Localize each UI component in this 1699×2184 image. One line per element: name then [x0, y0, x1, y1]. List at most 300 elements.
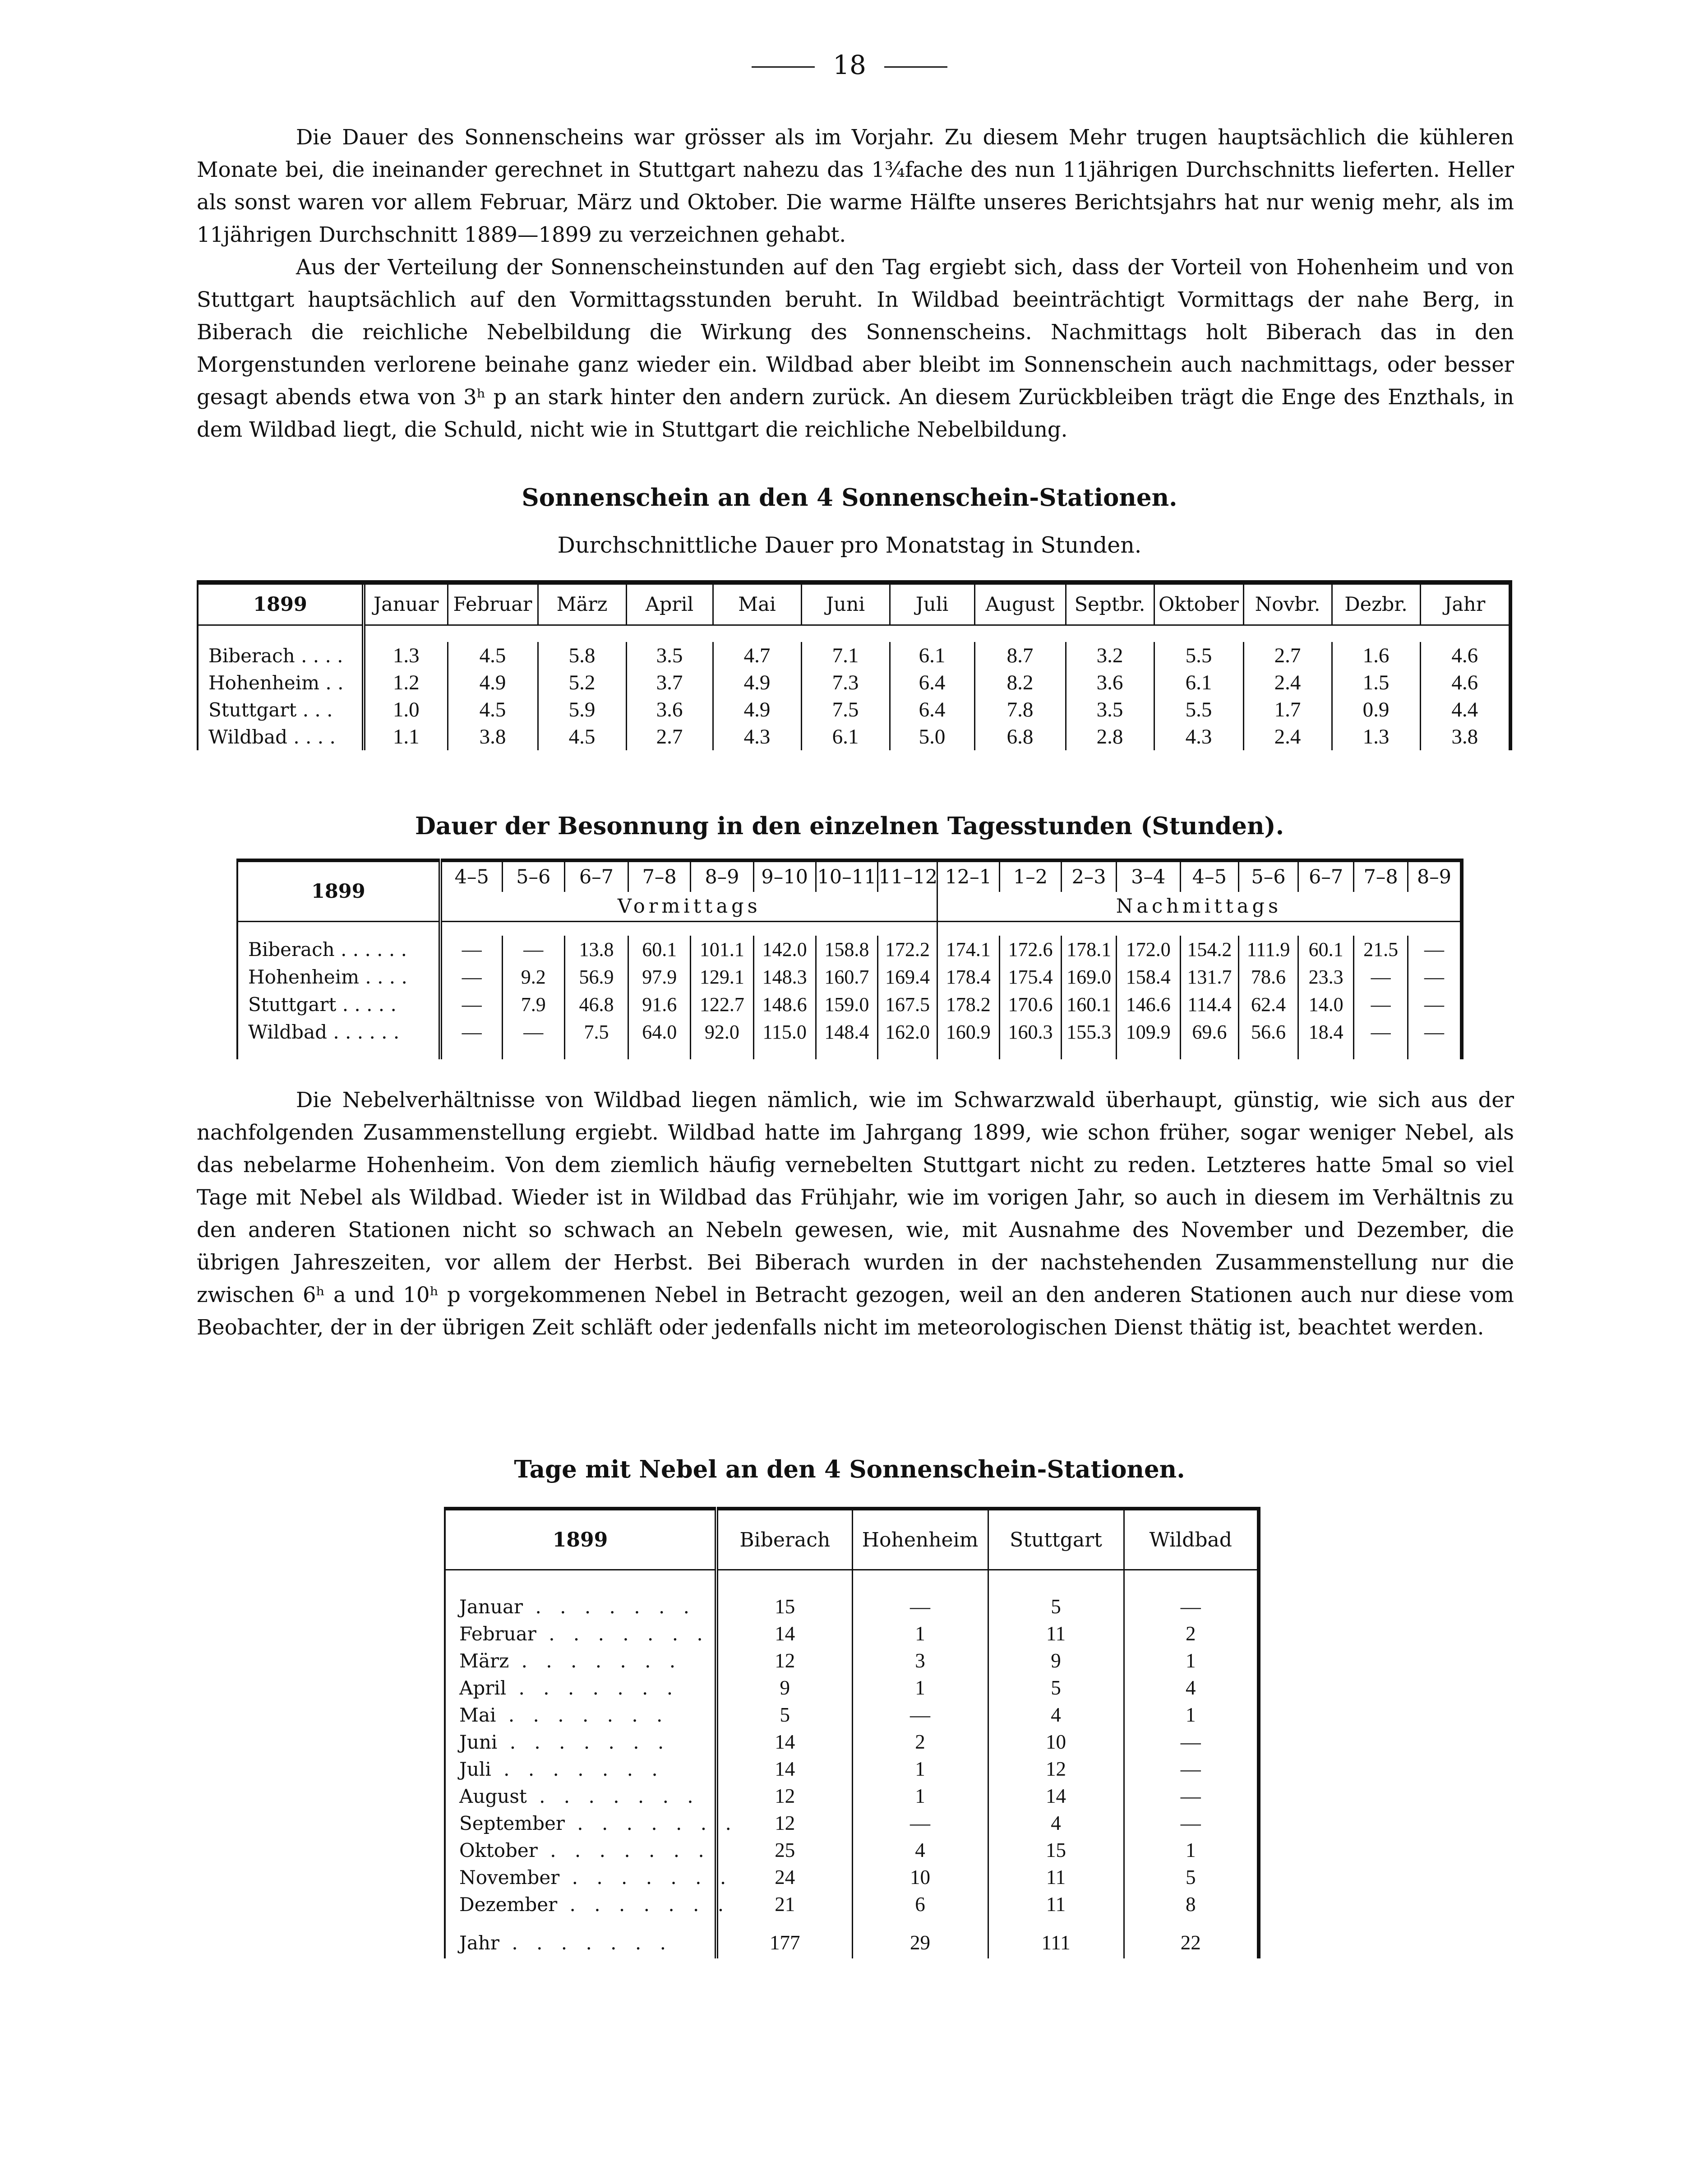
- table2-cell: 9.2: [502, 963, 564, 991]
- table1-row: [198, 642, 1510, 669]
- table2-hour-header: 2–3: [1062, 860, 1117, 892]
- table3-body: [445, 1570, 1259, 1959]
- table3-total-row: [445, 1927, 1259, 1958]
- table2-cell: 170.6: [999, 991, 1062, 1018]
- table1-cell: 4.3: [1154, 723, 1243, 750]
- table2-cell: 148.3: [753, 963, 816, 991]
- table1-cell: 1.2: [364, 669, 448, 696]
- table3-cell: 5: [1186, 1866, 1196, 1888]
- fog-days-table: [444, 1507, 1260, 1958]
- table3-row: [445, 1674, 1259, 1701]
- month-label: [445, 1782, 716, 1810]
- station-label: Biberach . . . .: [198, 642, 364, 669]
- table3-cell: 11: [988, 1864, 1124, 1891]
- spacer-cell: [1124, 1918, 1259, 1927]
- table2-cell: —: [440, 1018, 503, 1046]
- table2-cell: 21.5: [1354, 936, 1408, 963]
- table3-cell: 1: [852, 1755, 988, 1782]
- spacer-cell: [937, 1046, 999, 1059]
- table2-cell: 60.1: [1298, 936, 1354, 963]
- table2-cell: —: [1354, 1018, 1408, 1046]
- month-label: [445, 1810, 738, 1837]
- table1-cell: 5.0: [890, 723, 974, 750]
- spacer-cell: [816, 1046, 878, 1059]
- table2-cell: 131.7: [1180, 963, 1239, 991]
- month-name: Februar: [459, 1622, 536, 1645]
- table1-cell: 1.3: [1332, 723, 1420, 750]
- page-number-dash-left: [752, 66, 815, 68]
- table3-header: Stuttgart: [988, 1509, 1124, 1570]
- station-label: Stuttgart . . .: [198, 696, 364, 723]
- sunshine-hourly-table: [236, 859, 1464, 1059]
- page-number-text: 18: [833, 50, 866, 80]
- table1-cell: 1.5: [1332, 669, 1420, 696]
- table2-cell: 167.5: [878, 991, 937, 1018]
- table2-cell: —: [1424, 966, 1444, 988]
- table2-cell: 148.4: [816, 1018, 878, 1046]
- station-label: Hohenheim . . . .: [237, 963, 440, 991]
- table3-header: Wildbad: [1124, 1509, 1259, 1570]
- table2-cell: 69.6: [1180, 1018, 1239, 1046]
- table1-cell: 8.2: [974, 669, 1066, 696]
- month-label: [445, 1864, 733, 1891]
- spacer-cell: [445, 1570, 716, 1593]
- table1-cell: 4.4: [1451, 698, 1478, 721]
- table2-cell: 159.0: [816, 991, 878, 1018]
- table2-cell: 78.6: [1239, 963, 1298, 991]
- table1-cell: 4.5: [448, 642, 538, 669]
- table3-cell: —: [1180, 1758, 1201, 1780]
- spacer-cell: [445, 1918, 716, 1927]
- table3-year-header: 1899: [445, 1509, 716, 1570]
- table1-year-header: 1899: [198, 582, 364, 625]
- table1-header: Jahr: [1420, 582, 1510, 625]
- table1-cell: 2.4: [1243, 723, 1332, 750]
- table3-cell: 12: [716, 1782, 852, 1810]
- table3-cell: 14: [716, 1728, 852, 1755]
- table2-cell: 92.0: [691, 1018, 754, 1046]
- table2-hour-header: 7–8: [628, 860, 691, 892]
- table3-cell: 11: [988, 1620, 1124, 1647]
- table1-cell: 4.6: [1451, 644, 1478, 667]
- month-name: September: [459, 1812, 565, 1834]
- table3-cell: 1: [1186, 1839, 1196, 1861]
- table3-row: [445, 1620, 1259, 1647]
- spacer-cell: [852, 1570, 988, 1593]
- table3-cell: 4: [988, 1810, 1124, 1837]
- table3-row: [445, 1891, 1259, 1918]
- table2-hour-header: 1–2: [999, 860, 1062, 892]
- table2-cell: 174.1: [937, 936, 999, 963]
- table2-cell: 97.9: [628, 963, 691, 991]
- month-label: [445, 1891, 730, 1918]
- table2-cell: —: [1424, 1021, 1444, 1043]
- spacer-cell: [1180, 1046, 1239, 1059]
- spacer-cell: [1354, 1046, 1408, 1059]
- table3-header-row: [445, 1509, 1259, 1570]
- table2-hour-header: 3–4: [1116, 860, 1180, 892]
- table1-cell: 3.7: [626, 669, 713, 696]
- table2-row: [237, 963, 1462, 991]
- leader-dots: . . . . . . .: [523, 1595, 696, 1618]
- month-label: [445, 1674, 716, 1701]
- spacer-cell: [988, 1918, 1124, 1927]
- fog-paragraph: Die Nebelverhältnisse von Wildbad liegen nämlich, wie im Schwarzwald überhaupt, günstig, wie sich aus der nachfolgenden Zusammenstellung ergiebt. Wildbad hatte im Jahrgang 1899, wie schon früher, sogar weniger Nebel, als das nebelarme Hohenheim. Von dem ziemlich häufig vernebelten Stuttgart nicht zu reden. Letzteres hatte 5mal so viel Tage mit Nebel als Wildbad. Wieder ist in Wildbad das Frühjahr, wie im vorigen Jahr, so auch in diesem im Verhältnis zu den anderen Stationen nicht so schwach an Nebeln gewesen, wie, mit Ausnahme des November und Dezember, die übrigen Jahreszeiten, vor allem der Herbst. Bei Biberach wurden in der nachstehenden Zusammenstellung nur die zwischen 6ʰ a und 10ʰ p vorgekommenen Nebel in Betracht gezogen, weil an den anderen Stationen auch nur diese vom Beobachter, der in der übrigen Zeit schläft oder jedenfalls nicht im meteorologischen Dienst thätig ist, beachtet werden.: [197, 1088, 1514, 1339]
- leader-dots: . . . . . . .: [509, 1649, 682, 1672]
- table3-cell: 2: [1186, 1622, 1196, 1645]
- table1-cell: 5.5: [1154, 642, 1243, 669]
- table2-hour-header: 6–7: [564, 860, 628, 892]
- table3-row: [445, 1755, 1259, 1782]
- table3-row: [445, 1701, 1259, 1728]
- month-label: [445, 1837, 716, 1864]
- table1-cell: 5.2: [538, 669, 626, 696]
- table2-hour-header: 4–5: [1180, 860, 1239, 892]
- table3-cell: 3: [852, 1647, 988, 1674]
- table1-header: Juli: [890, 582, 974, 625]
- page-number: [0, 50, 1699, 80]
- table2-hour-header: 8–9: [1417, 866, 1452, 888]
- table3-cell: 12: [716, 1647, 852, 1674]
- month-label: [445, 1728, 716, 1755]
- table1-row: [198, 696, 1510, 723]
- spacer-cell: [878, 1046, 937, 1059]
- table1-header: Juni: [801, 582, 890, 625]
- table1-cell: 7.3: [801, 669, 890, 696]
- table3-cell: 10: [988, 1728, 1124, 1755]
- table1-cell: 2.7: [626, 723, 713, 750]
- table1-header: April: [626, 582, 713, 625]
- table2-cell: 162.0: [878, 1018, 937, 1046]
- table1-cell: 6.1: [1154, 669, 1243, 696]
- table2-row: [237, 991, 1462, 1018]
- table2-cell: —: [502, 936, 564, 963]
- table1-cell: 1.1: [364, 723, 448, 750]
- station-label: Wildbad . . . .: [198, 723, 364, 750]
- spacer-cell: [237, 922, 440, 936]
- table2-cell: 7.5: [564, 1018, 628, 1046]
- table3-cell: 14: [988, 1782, 1124, 1810]
- table3-cell: 12: [716, 1810, 852, 1837]
- table3-cell: 5: [716, 1701, 852, 1728]
- table1-cell: 3.2: [1066, 642, 1154, 669]
- table1-row: [198, 723, 1510, 750]
- table2-cell: 13.8: [564, 936, 628, 963]
- table1-cell: 6.8: [974, 723, 1066, 750]
- table1-cell: 7.5: [801, 696, 890, 723]
- table2-cell: 172.2: [878, 936, 937, 963]
- table3-row: [445, 1647, 1259, 1674]
- table1-cell: 3.6: [626, 696, 713, 723]
- table3-cell: 1: [852, 1674, 988, 1701]
- table1-header: Novbr.: [1243, 582, 1332, 625]
- month-name: Mai: [459, 1704, 496, 1726]
- month-label: [445, 1593, 716, 1620]
- table1-cell: 7.8: [974, 696, 1066, 723]
- table3-row: [445, 1864, 1259, 1891]
- spacer-cell: [237, 1046, 440, 1059]
- table3-cell: 15: [988, 1837, 1124, 1864]
- table1-cell: 3.6: [1066, 669, 1154, 696]
- table3-cell: 4: [852, 1837, 988, 1864]
- spacer-cell: [852, 1918, 988, 1927]
- table3-cell: —: [852, 1701, 988, 1728]
- table3-cell: 1: [1186, 1704, 1196, 1726]
- table3-cell: 15: [716, 1593, 852, 1620]
- month-name: August: [459, 1785, 527, 1807]
- spacer-cell: [1408, 1046, 1462, 1059]
- table3-cell: 9: [988, 1647, 1124, 1674]
- spacer-cell: [440, 922, 937, 936]
- intro-paragraph-1: Die Dauer des Sonnenscheins war grösser als im Vorjahr. Zu diesem Mehr trugen hauptsächlich die kühleren Monate bei, die ineinander gerechnet in Stuttgart nahezu das 1¾fache des nun 11jährigen Durchschnitts lieferten. Heller als sonst waren vor allem Februar, März und Oktober. Die warme Hälfte unseres Berichtsjahrs hat nur wenig mehr, als im 11jährigen Durchschnitt 1889—1899 zu verzeichnen gehabt.: [197, 125, 1514, 247]
- page-number-dash-right: [884, 66, 947, 68]
- table1-cell: 6.1: [890, 642, 974, 669]
- month-label: [445, 1927, 716, 1958]
- table1-cell: 5.8: [538, 642, 626, 669]
- month-label: [445, 1647, 716, 1674]
- table3-cell: —: [1180, 1595, 1201, 1618]
- table3-cell: 1: [1186, 1649, 1196, 1672]
- spacer-cell: [999, 1046, 1062, 1059]
- table2-cell: 178.4: [937, 963, 999, 991]
- table2-hour-header: 5–6: [1239, 860, 1298, 892]
- table1-header: Februar: [448, 582, 538, 625]
- leader-dots: . . . . . . .: [506, 1676, 679, 1699]
- table1-cell: 3.5: [626, 642, 713, 669]
- table1-header: Septbr.: [1066, 582, 1154, 625]
- table2-cell: —: [440, 963, 503, 991]
- table3-cell: —: [852, 1810, 988, 1837]
- month-name: Januar: [459, 1595, 523, 1618]
- table2-cell: 91.6: [628, 991, 691, 1018]
- table2-cell: 175.4: [999, 963, 1062, 991]
- table2-afternoon-label: Nachmittags: [937, 892, 1462, 922]
- table1-cell: 2.4: [1243, 669, 1332, 696]
- table2-hour-header: 5–6: [502, 860, 564, 892]
- table2-cell: 111.9: [1239, 936, 1298, 963]
- table2-cell: 158.8: [816, 936, 878, 963]
- table1-title: Sonnenschein an den 4 Sonnenschein-Stationen.: [522, 484, 1177, 512]
- table2-cell: —: [440, 991, 503, 1018]
- table1-header: März: [538, 582, 626, 625]
- table2-hour-header: 10–11: [816, 860, 878, 892]
- table2-cell: 172.0: [1116, 936, 1180, 963]
- table2-cell: 160.1: [1062, 991, 1117, 1018]
- table2-morning-label: Vormittags: [440, 892, 937, 922]
- leader-dots: . . . . . . .: [536, 1622, 709, 1645]
- table1-cell: 2.7: [1243, 642, 1332, 669]
- table1-cell: 4.9: [448, 669, 538, 696]
- table3-header: Biberach: [716, 1509, 852, 1570]
- table3-cell: 4: [988, 1701, 1124, 1728]
- table2-cell: 146.6: [1116, 991, 1180, 1018]
- table2-cell: 158.4: [1116, 963, 1180, 991]
- table2-hour-header: 6–7: [1298, 860, 1354, 892]
- fog-text: [197, 1084, 1514, 1344]
- table2-cell: 160.3: [999, 1018, 1062, 1046]
- spacer-cell: [364, 625, 1510, 642]
- spacer-cell: [1124, 1570, 1259, 1593]
- table3-cell: 1: [852, 1620, 988, 1647]
- table1-cell: 8.7: [974, 642, 1066, 669]
- table2-cell: 114.4: [1180, 991, 1239, 1018]
- sunshine-monthly-table: [197, 580, 1512, 750]
- month-name: Jahr: [459, 1931, 500, 1954]
- month-label: [445, 1701, 716, 1728]
- table3-cell: 2: [852, 1728, 988, 1755]
- table2-hour-header: 4–5: [440, 860, 503, 892]
- table1-cell: 5.9: [538, 696, 626, 723]
- table1-header: Mai: [713, 582, 801, 625]
- table1-cell: 0.9: [1332, 696, 1420, 723]
- spacer-cell: [1239, 1046, 1298, 1059]
- leader-dots: . . . . . . .: [557, 1893, 730, 1916]
- table1-cell: 4.5: [448, 696, 538, 723]
- table1-cell: 4.5: [538, 723, 626, 750]
- table3-cell: —: [852, 1593, 988, 1620]
- table2-cell: 7.9: [502, 991, 564, 1018]
- table2-body: [237, 922, 1462, 1060]
- table2-cell: —: [1354, 963, 1408, 991]
- table3-cell: 5: [988, 1674, 1124, 1701]
- table1-cell: 6.1: [801, 723, 890, 750]
- table1-cell: 1.0: [364, 696, 448, 723]
- table2-year-header: 1899: [237, 860, 440, 922]
- leader-dots: . . . . . . .: [559, 1866, 733, 1888]
- spacer-cell: [564, 1046, 628, 1059]
- table3-cell: 25: [716, 1837, 852, 1864]
- table3-row: [445, 1782, 1259, 1810]
- month-name: November: [459, 1866, 560, 1888]
- table3-cell: 22: [1180, 1931, 1201, 1954]
- table1-cell: 5.5: [1154, 696, 1243, 723]
- table3-cell: —: [1180, 1785, 1201, 1807]
- table2-hour-header: 8–9: [691, 860, 754, 892]
- month-label: [445, 1620, 716, 1647]
- table2-cell: 64.0: [628, 1018, 691, 1046]
- table1-cell: 2.8: [1066, 723, 1154, 750]
- table2-hour-header: 7–8: [1354, 860, 1408, 892]
- table3-cell: 14: [716, 1620, 852, 1647]
- month-name: April: [459, 1676, 507, 1699]
- table1-header: Dezbr.: [1332, 582, 1420, 625]
- table1-header: Oktober: [1154, 582, 1243, 625]
- table3-cell: 9: [716, 1674, 852, 1701]
- table1-cell: 4.9: [713, 669, 801, 696]
- spacer-cell: [198, 625, 364, 642]
- table1-cell: 3.8: [448, 723, 538, 750]
- spacer-cell: [440, 1046, 503, 1059]
- table2-cell: —: [502, 1018, 564, 1046]
- table2-cell: 169.4: [878, 963, 937, 991]
- table1-cell: 1.6: [1332, 642, 1420, 669]
- month-name: Juni: [459, 1731, 498, 1753]
- table2-cell: 178.2: [937, 991, 999, 1018]
- table3-cell: 1: [852, 1782, 988, 1810]
- table3-cell: 4: [1186, 1676, 1196, 1699]
- table3-cell: 8: [1186, 1893, 1196, 1916]
- spacer-cell: [716, 1918, 852, 1927]
- intro-paragraph-2: Aus der Verteilung der Sonnenscheinstunden auf den Tag ergiebt sich, dass der Vorteil von Hohenheim und von Stuttgart hauptsächlich auf den Vormittagsstunden beruht. In Wildbad beeinträchtigt Vormittags der nahe Berg, in Biberach die reichliche Nebelbildung die Wirkung des Sonnenscheins. Nachmittags holt Biberach das in den Morgenstunden verlorene beinahe ganz wieder ein. Wildbad aber bleibt im Sonnenschein auch nachmittags, oder besser gesagt abends etwa von 3ʰ p an stark hinter den andern zurück. An diesem Zurückbleiben trägt die Enge des Enzthals, in dem Wildbad liegt, die Schuld, nicht wie in Stuttgart die reichliche Nebelbildung.: [197, 255, 1514, 442]
- table3-cell: 11: [988, 1891, 1124, 1918]
- table2-cell: 109.9: [1116, 1018, 1180, 1046]
- table1-cell: 4.6: [1451, 671, 1478, 694]
- spacer-cell: [628, 1046, 691, 1059]
- table2-cell: 23.3: [1298, 963, 1354, 991]
- table3-cell: 5: [988, 1593, 1124, 1620]
- table1-cell: 6.4: [890, 669, 974, 696]
- table2-cell: 56.6: [1239, 1018, 1298, 1046]
- table1-header-row: [198, 582, 1510, 625]
- table3-cell: —: [1180, 1731, 1201, 1753]
- table2-cell: 160.7: [816, 963, 878, 991]
- table1-row: [198, 669, 1510, 696]
- table1-cell: 4.3: [713, 723, 801, 750]
- month-name: Oktober: [459, 1839, 538, 1861]
- spacer-cell: [1298, 1046, 1354, 1059]
- table2-cell: 56.9: [564, 963, 628, 991]
- table2-cell: 169.0: [1062, 963, 1117, 991]
- table2-row: [237, 936, 1462, 963]
- table3-title: Tage mit Nebel an den 4 Sonnenschein-Stationen.: [514, 1455, 1185, 1483]
- table2-cell: 122.7: [691, 991, 754, 1018]
- month-label: [445, 1755, 716, 1782]
- station-label: Wildbad . . . . . .: [237, 1018, 440, 1046]
- table1-cell: 1.3: [364, 642, 448, 669]
- table2-hour-header: 12–1: [937, 860, 999, 892]
- table2-cell: 129.1: [691, 963, 754, 991]
- table3-gap: [445, 1918, 1259, 1927]
- spacer-cell: [1062, 1046, 1117, 1059]
- table2-end-spacer: [237, 1046, 1462, 1059]
- table2-cell: 155.3: [1062, 1018, 1117, 1046]
- intro-text: [197, 121, 1514, 446]
- table2-cell: 60.1: [628, 936, 691, 963]
- spacer-cell: [753, 1046, 816, 1059]
- table1-spacer: [198, 625, 1510, 642]
- spacer-cell: [937, 922, 1462, 936]
- table2-cell: 14.0: [1298, 991, 1354, 1018]
- table1-cell: 6.4: [890, 696, 974, 723]
- table2-cell: 115.0: [753, 1018, 816, 1046]
- table2-spacer: [237, 922, 1462, 936]
- leader-dots: . . . . . . .: [499, 1931, 672, 1954]
- month-name: März: [459, 1649, 509, 1672]
- spacer-cell: [988, 1570, 1124, 1593]
- table2-cell: 142.0: [753, 936, 816, 963]
- table3-cell: 14: [716, 1755, 852, 1782]
- table2-cell: 178.1: [1062, 936, 1117, 963]
- table3-header: Hohenheim: [852, 1509, 988, 1570]
- table2-cell: 18.4: [1298, 1018, 1354, 1046]
- spacer-cell: [691, 1046, 754, 1059]
- table2-hour-header: 9–10: [753, 860, 816, 892]
- table3-cell: 10: [852, 1864, 988, 1891]
- table2-cell: —: [440, 936, 503, 963]
- table1-header: Januar: [364, 582, 448, 625]
- leader-dots: . . . . . . .: [497, 1731, 670, 1753]
- leader-dots: . . . . . . .: [526, 1785, 700, 1807]
- spacer-cell: [716, 1570, 852, 1593]
- table2-cell: 148.6: [753, 991, 816, 1018]
- leader-dots: . . . . . . .: [496, 1704, 669, 1726]
- table1-subtitle: Durchschnittliche Dauer pro Monatstag in Stunden.: [557, 532, 1142, 558]
- table1-cell: 4.9: [713, 696, 801, 723]
- table2-cell: —: [1424, 993, 1444, 1016]
- spacer-cell: [502, 1046, 564, 1059]
- table2-cell: —: [1424, 938, 1444, 960]
- leader-dots: . . . . . . .: [564, 1812, 738, 1834]
